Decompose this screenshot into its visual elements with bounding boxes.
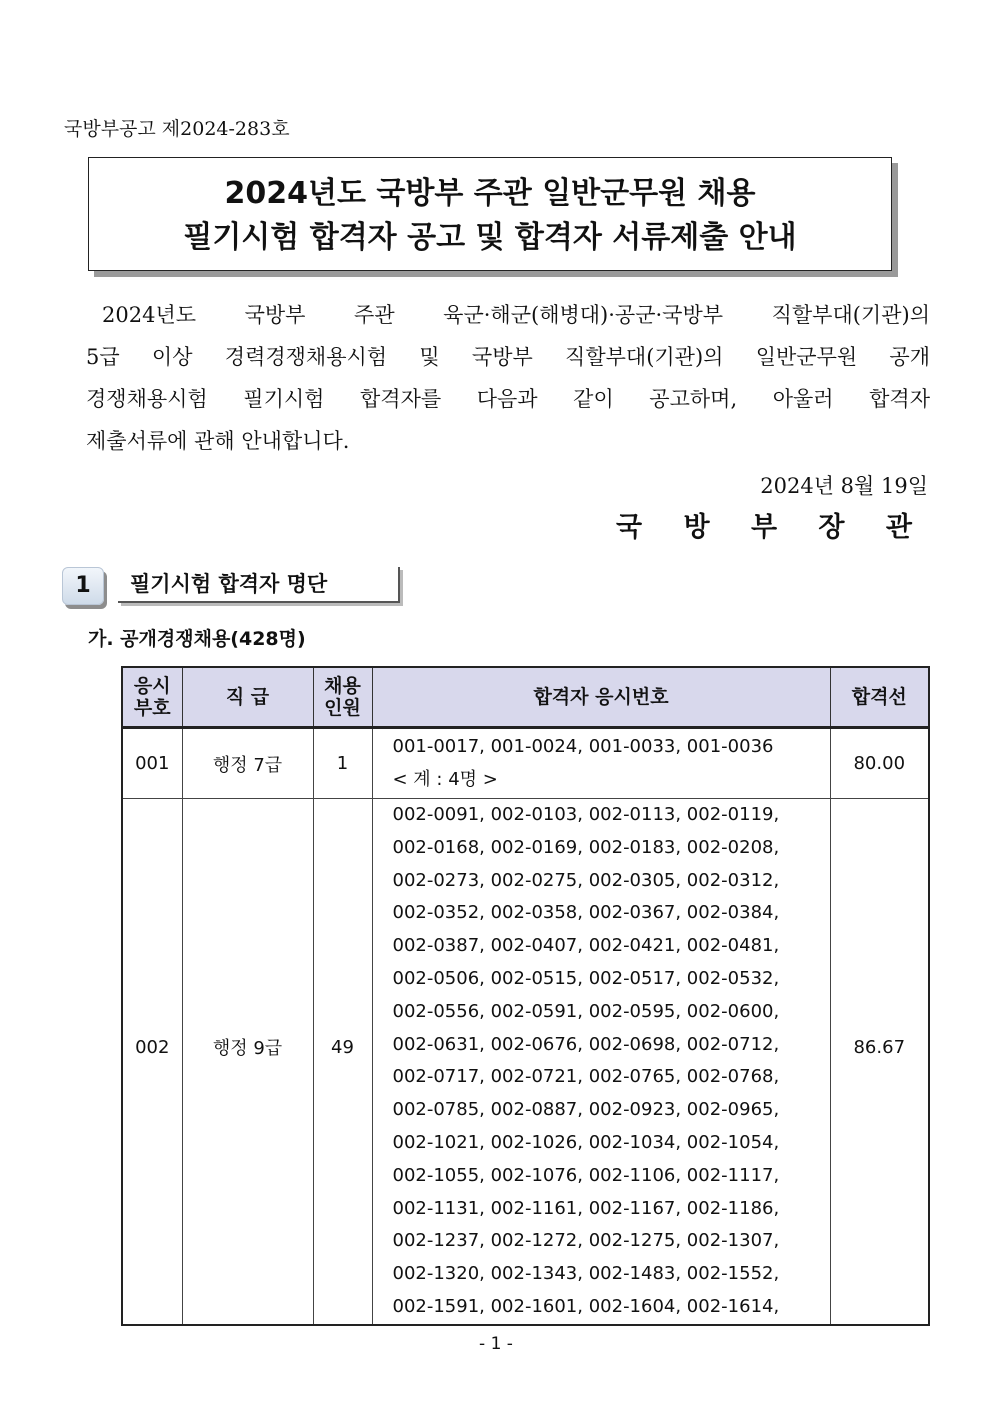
header-cutoff: 합격선 <box>830 667 929 728</box>
cell-hires: 1 <box>313 728 372 799</box>
passer-number-line: 002-0387, 002-0407, 002-0421, 002-0481, <box>392 935 780 957</box>
passer-count: < 계 : 4명 > <box>392 768 498 790</box>
section-number-badge: 1 <box>62 567 104 605</box>
passer-number-line: 002-0273, 002-0275, 002-0305, 002-0312, <box>392 869 780 891</box>
passer-number-line: 002-1055, 002-1076, 002-1106, 002-1117, <box>392 1164 780 1186</box>
cell-exam-code: 001 <box>122 728 182 799</box>
cell-passer-numbers <box>372 728 830 799</box>
passer-number-line: 002-1320, 002-1343, 002-1483, 002-1552, <box>392 1263 780 1285</box>
cell-grade: 행정 7급 <box>182 728 313 799</box>
header-numbers: 합격자 응시번호 <box>372 667 830 728</box>
intro-line: 제출서류에 관해 안내합니다. <box>86 429 350 453</box>
header-line: 채용 <box>324 675 361 697</box>
header-grade: 직 급 <box>182 667 313 728</box>
passer-number-line: 002-0717, 002-0721, 002-0765, 002-0768, <box>392 1066 780 1088</box>
table-header-row <box>122 667 929 728</box>
intro-line: 2024년도 국방부 주관 육군·해군(해병대)·공군·국방부 직할부대(기관)의 <box>102 303 930 327</box>
intro-line: 5급 이상 경력경쟁채용시험 및 국방부 직할부대(기관)의 일반군무원 공개 <box>86 345 930 369</box>
intro-line: 경쟁채용시험 필기시험 합격자를 다음과 같이 공고하며, 아울러 합격자 <box>86 387 930 411</box>
passer-number-line: 002-0506, 002-0515, 002-0517, 002-0532, <box>392 967 780 989</box>
header-hires <box>313 667 372 728</box>
passer-number-line: 002-0168, 002-0169, 002-0183, 002-0208, <box>392 836 780 858</box>
cell-cutoff: 86.67 <box>830 799 929 1325</box>
document-title <box>88 157 892 271</box>
cell-passer-numbers <box>372 799 830 1325</box>
results-table <box>121 666 930 1326</box>
passer-number-line: 002-1021, 002-1026, 002-1034, 002-1054, <box>392 1131 780 1153</box>
passer-number-line: 002-1131, 002-1161, 002-1167, 002-1186, <box>392 1197 780 1219</box>
header-line: 응시 <box>133 675 171 697</box>
passer-number-line: 002-1591, 002-1601, 002-1604, 002-1614, <box>392 1295 780 1317</box>
cell-cutoff: 80.00 <box>830 728 929 799</box>
title-line-2: 필기시험 합격자 공고 및 합격자 서류제출 안내 <box>183 220 797 255</box>
passer-number-line: 002-0352, 002-0358, 002-0367, 002-0384, <box>392 902 780 924</box>
passer-number-line: 002-1237, 002-1272, 002-1275, 002-1307, <box>392 1230 780 1252</box>
passer-number-line: 002-0556, 002-0591, 002-0595, 002-0600, <box>392 1000 780 1022</box>
section-title: 필기시험 합격자 명단 <box>118 567 400 603</box>
notice-number: 국방부공고 제2024-283호 <box>64 118 290 140</box>
subsection-title: 가. 공개경쟁채용(428명) <box>88 628 306 650</box>
announcement-date: 2024년 8월 19일 <box>760 474 928 498</box>
header-line: 인원 <box>324 697 361 719</box>
passer-number-line: 002-0785, 002-0887, 002-0923, 002-0965, <box>392 1099 780 1121</box>
header-exam-code <box>122 667 182 728</box>
table-row <box>122 728 929 799</box>
page-number: - 1 - <box>479 1334 513 1354</box>
passer-number-line: 002-0091, 002-0103, 002-0113, 002-0119, <box>392 804 780 825</box>
cell-exam-code: 002 <box>122 799 182 1325</box>
passer-number-line: 002-0631, 002-0676, 002-0698, 002-0712, <box>392 1033 780 1055</box>
cell-hires: 49 <box>313 799 372 1325</box>
intro-paragraph <box>86 294 930 462</box>
cell-grade: 행정 9급 <box>182 799 313 1325</box>
title-line-1: 2024년도 국방부 주관 일반군무원 채용 <box>224 176 756 211</box>
table-row <box>122 799 929 1325</box>
issuer: 국 방 부 장 관 <box>615 512 928 543</box>
header-line: 부호 <box>133 697 171 719</box>
passer-number-line: 001-0017, 001-0024, 001-0033, 001-0036 <box>392 736 774 757</box>
